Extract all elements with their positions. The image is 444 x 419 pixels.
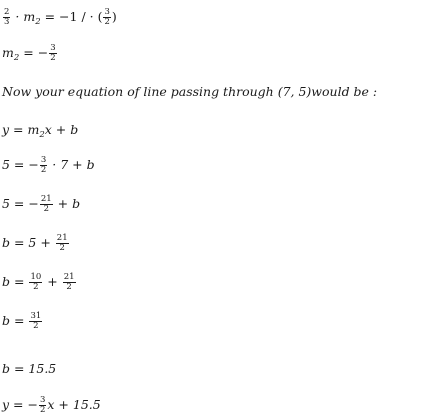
equation-line-2: $m_2$ = − $\frac{3}{2}$ xyxy=(2,43,56,63)
equation-line-7: b = 5 + $\frac{21}{2}$ xyxy=(2,233,68,253)
equation-line-1: $\frac{2}{3}$ · $m_2 = -1$ / · ( $\frac{3}{2}$ ) xyxy=(4,7,117,27)
equation-line-9: b = $\frac{31}{2}$ xyxy=(2,311,42,331)
fraction: $\frac{10}{2}$ xyxy=(30,272,42,292)
fraction: $\frac{3}{2}$ xyxy=(40,155,47,175)
fraction: $\frac{3}{2}$ xyxy=(50,43,56,63)
fraction: $\frac{21}{2}$ xyxy=(56,233,68,253)
fraction: $\frac{3}{2}$ xyxy=(39,395,46,415)
fraction: $\frac{21}{2}$ xyxy=(40,194,52,214)
equation-line-4: $y = m_2x + b$ xyxy=(2,122,79,140)
fraction: $\frac{31}{2}$ xyxy=(30,311,42,331)
fraction: $\frac{3}{2}$ xyxy=(104,7,110,27)
fraction: $\frac{2}{3}$ xyxy=(4,7,10,27)
equation-line-6: 5 = − $\frac{21}{2}$ + b xyxy=(2,194,81,214)
equation-line-8: b = $\frac{10}{2}$ + $\frac{21}{2}$ xyxy=(2,272,75,292)
equation-line-10: b = 15.5 xyxy=(2,361,57,376)
explanation-text: Now your equation of line passing through (7, 5)would be : xyxy=(2,84,378,99)
equation-line-5: 5 = − $\frac{3}{2}$ · 7 + b xyxy=(2,155,95,175)
equation-line-11: y = − $\frac{3}{2}$ x + 15.5 xyxy=(2,395,101,415)
fraction: $\frac{21}{2}$ xyxy=(63,272,75,292)
